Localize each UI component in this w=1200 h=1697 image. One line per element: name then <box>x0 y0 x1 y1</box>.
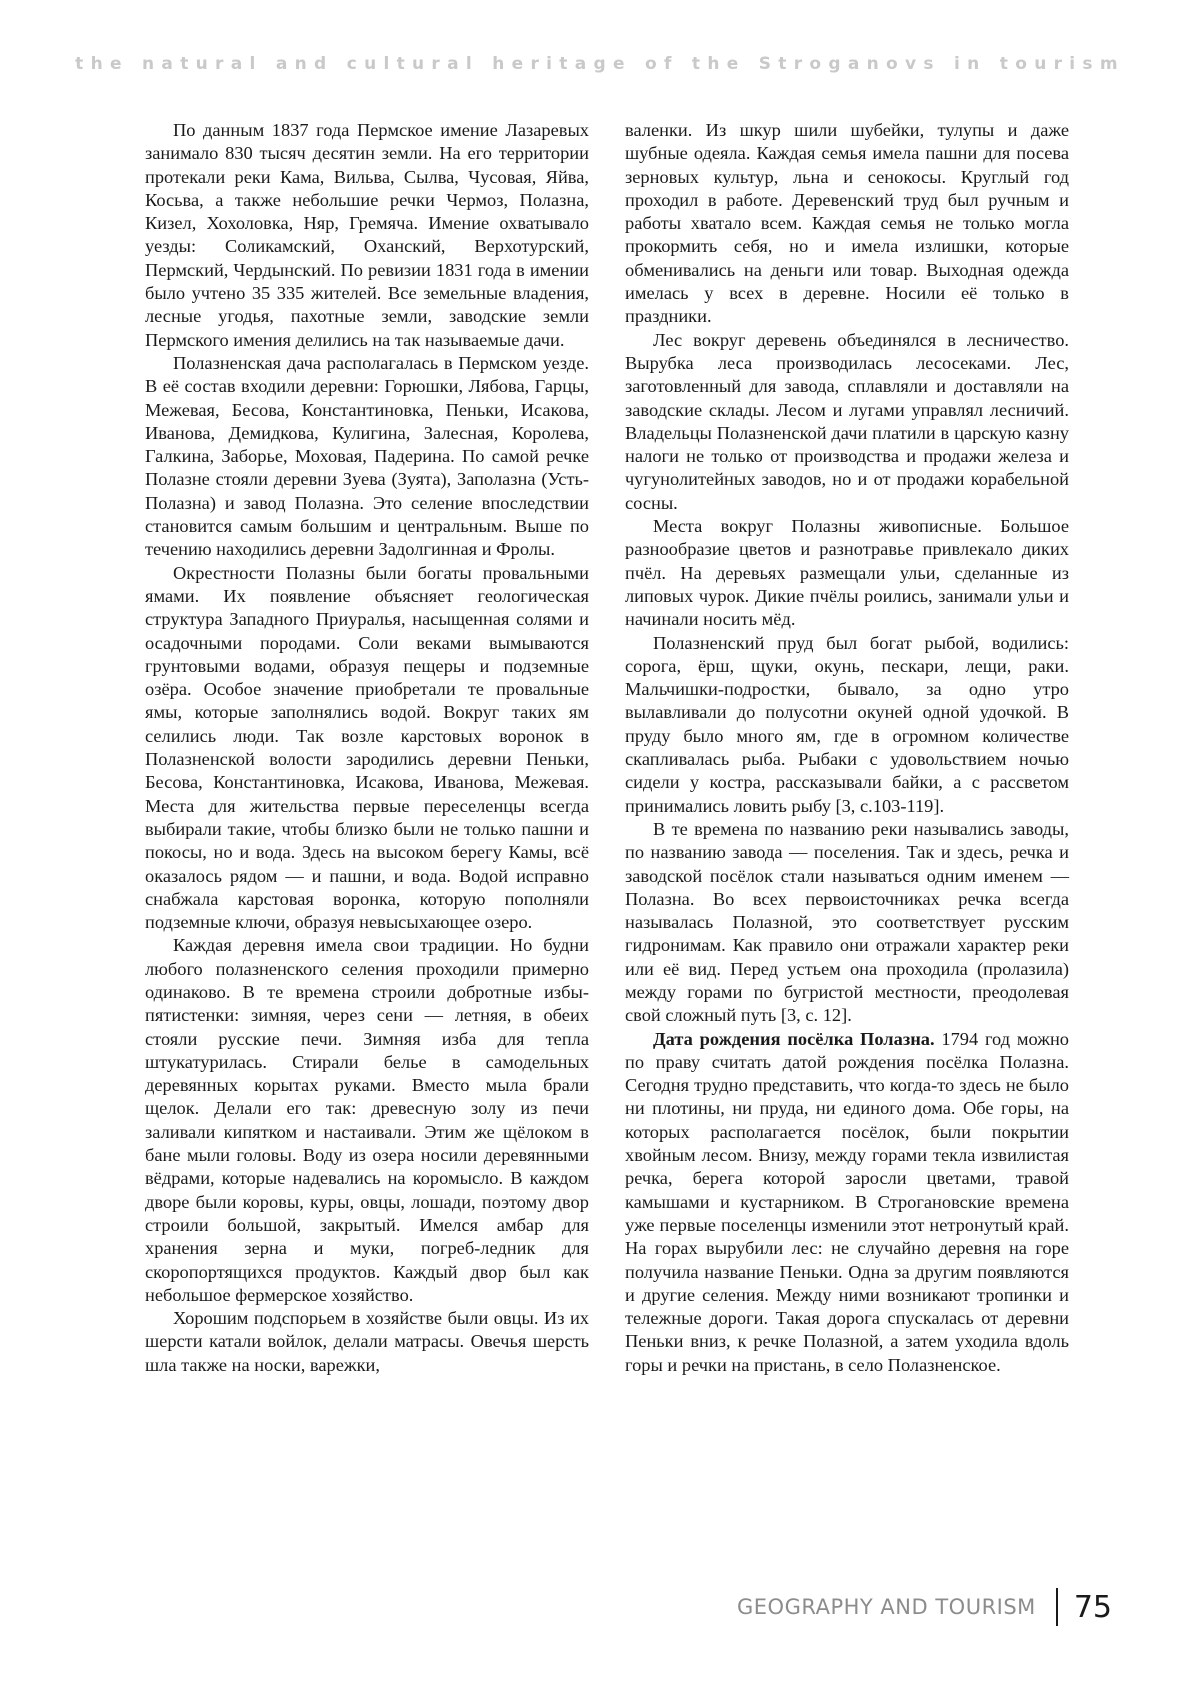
left-column <box>145 119 589 1377</box>
inline-heading: Дата рождения посёлка Полазна. <box>653 1028 935 1049</box>
running-header: the natural and cultural heritage of the Stroganovs in tourism <box>75 54 1125 74</box>
paragraph: В те времена по названию реки назывались заводы, по названию завода — поселения. Так и здесь, речка и заводской посёлок стали называться одним именем — Полазна. Во всех первоисточниках речка всегда называлась Полазной, это соответствует русским гидронимам. Как правило они отражали характер реки или её вид. Перед устьем она проходила (пролазила) между горами по бугристой местности, преодолевая свой сложный путь [3, с. 12]. <box>625 818 1069 1026</box>
paragraph-continued: валенки. Из шкур шили шубейки, тулупы и даже шубные одеяла. Каждая семья имела пашни для посева зерновых культур, льна и сенокосы. Круглый год проходил в работе. Деревенский труд был ручным и работы хватало всем. Каждая семья не только могла прокормить себя, но и имела излишки, которые обменивались на деньги или товар. Выходная одежда имелась у всех в деревне. Носили её только в праздники. <box>625 120 1069 327</box>
page-footer <box>737 1588 1112 1626</box>
paragraph: Полазненская дача располагалась в Пермском уезде. В её состав входили деревни: Горюшки, Лябова, Гарцы, Межевая, Бесова, Константиновка, Пеньки, Исакова, Иванова, Демидкова, Кулигина, Залесная, Королева, Галкина, Заборье, Моховая, Падерина. По самой речке Полазне стояли деревни Зуева (Зуята), Заполазна (Усть-Полазна) и завод Полазна. Это селение впоследствии становится самым большим и центральным. Выше по течению находились деревни Задолгинная и Фролы. <box>145 352 589 560</box>
paragraph: Полазненский пруд был богат рыбой, водились: сорога, ёрш, щуки, окунь, пескари, лещи, раки. Мальчишки-подростки, бывало, за одно утро вылавливали до полусотни окуней одной удочкой. В пруду было много ям, где в огромном количестве скапливалась рыба. Рыбаки с удовольствием ночью сидели у костра, рассказывали байки, а с рассветом принимались ловить рыбу [3, с.103-119]. <box>625 632 1069 816</box>
paragraph: Лес вокруг деревень объединялся в лесничество. Вырубка леса производилась лесосеками. Лес, заготовленный для завода, сплавляли и доставляли на заводские склады. Лесом и лугами управлял лесничий. Владельцы Полазненской дачи платили в царскую казну налоги не только от производства и продажи железа и чугунолитейных заводов, но и от продажи корабельной сосны. <box>625 329 1069 513</box>
right-column <box>625 119 1069 1377</box>
paragraph: По данным 1837 года Пермское имение Лазаревых занимало 830 тысяч десятин земли. На его территории протекали реки Кама, Вильва, Сылва, Чусовая, Яйва, Косьва, а также небольшие речки Чермоз, Полазна, Кизел, Хохоловка, Няр, Гремяча. Имение охватывало уезды: Соликамский, Оханский, Верхотурский, Пермский, Чердынский. По ревизии 1831 года в имении было учтено 35 335 жителей. Все земельные владения, лесные угодья, пахотные земли, заводские земли Пермского имения делились на так называемые дачи. <box>145 120 589 350</box>
paragraph-with-heading <box>625 1028 1069 1377</box>
page-number: 75 <box>1073 1589 1112 1625</box>
paragraph-text: 1794 год можно по праву считать датой рождения посёлка Полазна. Сегодня трудно представить, что когда-то здесь не было ни плотины, ни пруда, ни единого дома. Обе горы, на которых располагается посёлок, были покрытии хвойным лесом. Внизу, между горами текла извилистая речка, берега которой заросли цветами, травой камышами и кустарником. В Строгановские времена уже первые поселенцы изменили этот нетронутый край. На горах вырубили лес: не случайно деревня на горе получила название Пеньки. Одна за другим появляются и другие селения. Между ними возникают тропинки и тележные дороги. Такая дорога спускалась от деревни Пеньки вниз, к речке Полазной, а затем уходила вдоль горы и речки на пристань, в село Полазненское. <box>625 1028 1069 1375</box>
section-label: GEOGRAPHY AND TOURISM <box>737 1595 1036 1619</box>
paragraph: Места вокруг Полазны живописные. Большое разнообразие цветов и разнотравье привлекало диких пчёл. На деревьях размещали ульи, сделанные из липовых чурок. Дикие пчёлы роились, занимали ульи и начинали носить мёд. <box>625 516 1069 630</box>
article-body <box>145 119 1069 1377</box>
footer-divider <box>1056 1588 1058 1626</box>
paragraph: Хорошим подспорьем в хозяйстве были овцы. Из их шерсти катали войлок, делали матрасы. Овечья шерсть шла также на носки, варежки, <box>145 1308 589 1375</box>
paragraph: Окрестности Полазны были богаты провальными ямами. Их появление объясняет геологическая структура Западного Приуралья, насыщенная солями и осадочными породами. Соли веками вымываются грунтовыми водами, образуя пещеры и подземные озёра. Особое значение приобретали те провальные ямы, которые заполнялись водой. Вокруг таких ям селились люди. Так возле карстовых воронок в Полазненской волости зародились деревни Пеньки, Бесова, Константиновка, Исакова, Иванова, Межевая. Места для жительства первые переселенцы всегда выбирали такие, чтобы близко были не только пашни и покосы, но и вода. Здесь на высоком берегу Камы, всё оказалось рядом — и пашни, и вода. Водой исправно снабжала карстовая воронка, которую пополняли подземные ключи, образуя невысыхающее озеро. <box>145 562 589 933</box>
paragraph: Каждая деревня имела свои традиции. Но будни любого полазненского селения проходили примерно одинаково. В те времена строили добротные избы-пятистенки: зимняя, через сени — летняя, в обеих стояли русские печи. Зимняя изба для тепла штукатурилась. Стирали белье в самодельных деревянных корытах руками. Вместо мыла брали щелок. Делали его так: древесную золу из печи заливали кипятком и настаивали. Этим же щёлоком в бане мыли головы. Воду из озера носили деревянными вёдрами, которые надевались на коромысло. В каждом дворе были коровы, куры, овцы, лошади, поэтому двор строили большой, закрытый. Имелся амбар для хранения зерна и муки, погреб-ледник для скоропортящихся продуктов. Каждый двор был как небольшое фермерское хозяйство. <box>145 935 589 1305</box>
